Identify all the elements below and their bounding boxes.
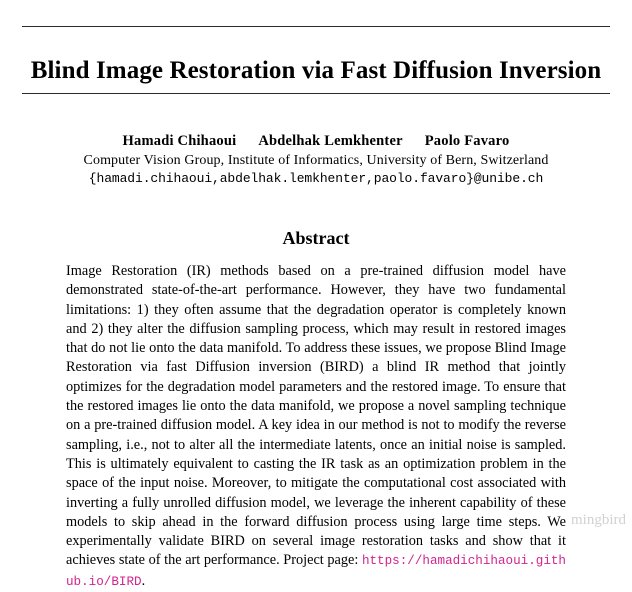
author-1: Hamadi Chihaoui xyxy=(122,133,237,149)
abstract-body xyxy=(66,262,566,592)
abstract-text-tail: . xyxy=(141,572,146,589)
author-emails: {hamadi.chihaoui,abdelhak.lemkhenter,paolo.favaro}@unibe.ch xyxy=(88,171,544,186)
author-3: Paolo Favaro xyxy=(424,133,510,149)
project-page-link[interactable]: https://hamadichihaoui.github.io/BIRD xyxy=(66,554,566,589)
abstract-text: Image Restoration (IR) methods based on a pre-trained diffusion model have demonstrated state-of-the-art performance. However, they have two fundamental limitations: 1) they often assume that the degradation operator is completely known and 2) they alter the diffusion sampling process, which may result in restored images that do not lie onto the data manifold. To address these issues, we propose Blind Image Restoration via fast Diffusion inversion (BIRD) a blind IR method that jointly optimizes for the degradation model parameters and the restored image. To ensure that the restored images lie onto the data manifold, we propose a novel sampling technique on a pre-trained diffusion model. A key idea in our method is not to modify the reverse sampling, i.e., not to alter all the intermediate latents, once an initial noise is sampled. This is ultimately equivalent to casting the IR task as an optimization problem in the space of the input noise. Moreover, to mitigate the computational cost associated with inverting a fully unrolled diffusion model, we leverage the inherent capability of these models to skip ahead in the forward diffusion process using large time steps. We experimentally validate BIRD on several image restoration tasks and show that it achieves state of the art performance. Project page: xyxy=(66,263,566,569)
header-divider-top xyxy=(22,26,610,27)
affiliation: Computer Vision Group, Institute of Informatics, University of Bern, Switzerland xyxy=(83,153,549,168)
abstract-paragraph xyxy=(66,262,566,592)
author-block xyxy=(0,133,632,186)
author-2: Abdelhak Lemkhenter xyxy=(258,133,403,149)
header-divider-bottom xyxy=(22,93,610,94)
author-names xyxy=(0,133,632,150)
page-title: Blind Image Restoration via Fast Diffusion Inversion xyxy=(30,56,602,84)
abstract-heading: Abstract xyxy=(282,228,350,248)
watermark: mingbird xyxy=(571,512,626,528)
